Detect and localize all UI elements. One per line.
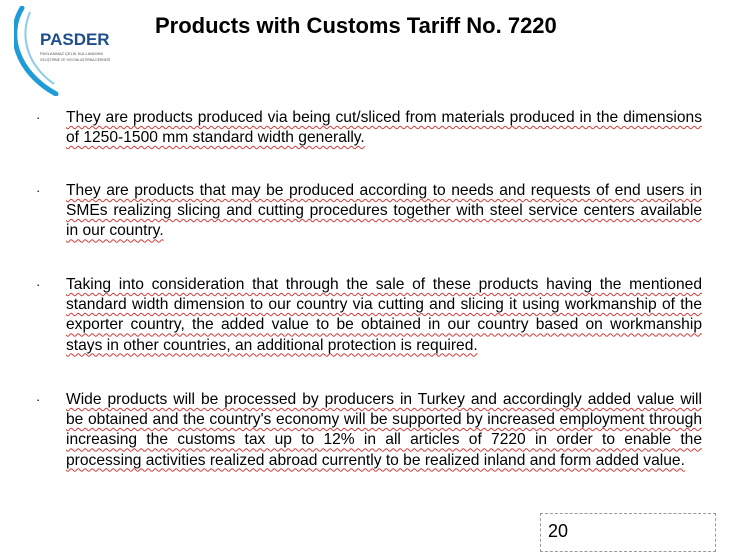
bullet-text: They are products that may be produced according to needs and requests of end users in SMEs realizing slicing and cutting procedures together with steel service centers available in our country. (66, 182, 702, 240)
bullet-symbol: · (36, 392, 41, 407)
bullet-text: They are products produced via being cut/sliced from materials produced in the dimensions of 1250-1500 mm standard width generally. (66, 109, 702, 147)
bullet-text: Wide products will be processed by producers in Turkey and accordingly added value will be obtained and the country's economy will be supported by increased employment through increasing the customs tax up to 12% in all articles of 7220 in order to enable the processing activities realized abroad currently to be realized inland and form added value. (66, 391, 702, 469)
bullet-text: Taking into consideration that through the sale of these products having the mentioned standard width dimension to our country via cutting and slicing it using workmanship of the exporter country, the added value to be obtained in our country based on workmanship stays in other countries, an additional protection is required. (66, 276, 702, 354)
logo-brand: PASDER (40, 30, 110, 49)
bullet-symbol: · (36, 183, 41, 198)
logo-mark (14, 6, 148, 96)
pasder-logo (14, 6, 148, 96)
page-number-box (540, 513, 716, 552)
bullet-symbol: · (36, 110, 41, 125)
slide-title: Products with Customs Tariff No. 7220 (155, 13, 557, 38)
page-number: 20 (548, 521, 569, 541)
bullet-symbol: · (36, 277, 41, 292)
logo-tagline-1: PASLANMAZ ÇELİK KULLANIMINI (40, 51, 103, 56)
logo-tagline-2: GELİŞTİRME VE YAYGINLAŞTIRMA DERNEĞİ (40, 58, 111, 62)
